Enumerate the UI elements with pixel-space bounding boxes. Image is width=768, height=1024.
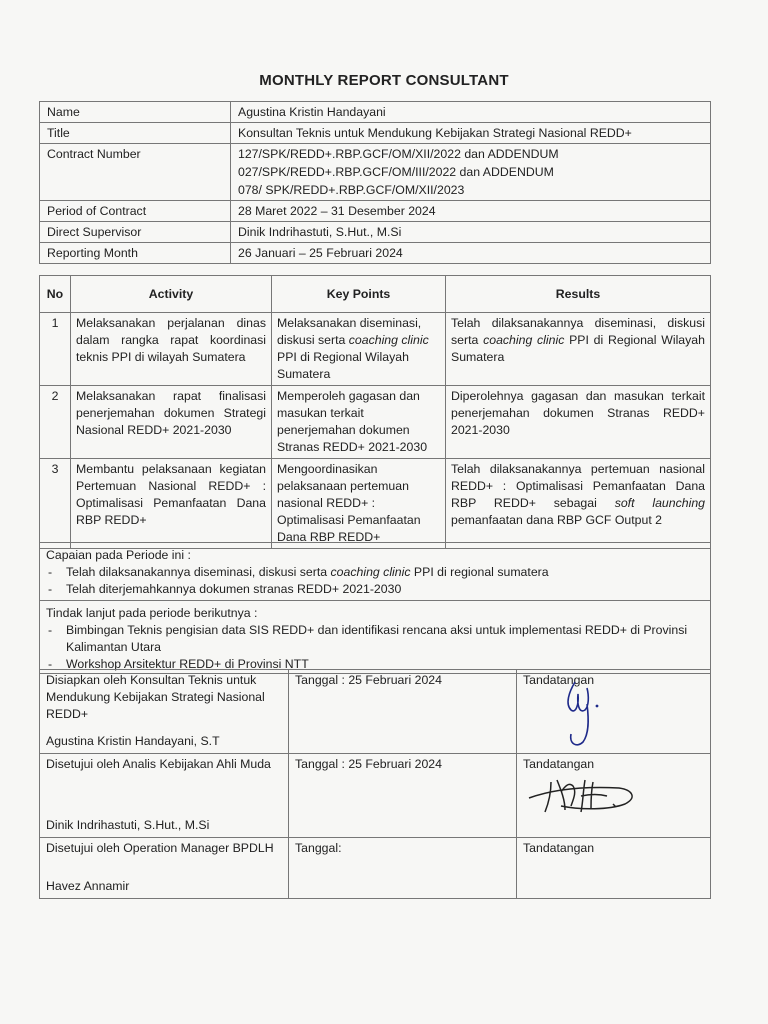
info-value (231, 144, 711, 201)
signature-row (40, 670, 711, 754)
table-row (40, 386, 711, 459)
achievements-heading: Capaian pada Periode ini : (46, 548, 191, 562)
row-results: Telah dilaksanakannya pertemuan nasional REDD+ : Optimalisasi Pemanfaatan Dana RBP REDD+ sebagai soft launching pemanfaatan dana RBP GCF Output 2 (446, 459, 711, 549)
info-value: Konsultan Teknis untuk Mendukung Kebijakan Strategi Nasional REDD+ (231, 123, 711, 144)
contract-line: 127/SPK/REDD+.RBP.GCF/OM/XII/2022 dan ADDENDUM (238, 147, 559, 161)
row-activity: Melaksanakan perjalanan dinas dalam rangka rapat koordinasi teknis PPI di wilayah Sumatera (71, 313, 272, 386)
info-value: 26 Januari – 25 Februari 2024 (231, 243, 711, 264)
signer-name: Agustina Kristin Handayani, S.T (46, 734, 220, 748)
signer-role: Disetujui oleh Operation Manager BPDLH (46, 841, 274, 855)
signature-cell (517, 754, 711, 838)
signer-cell (40, 754, 289, 838)
signature-row (40, 838, 711, 899)
info-row (40, 243, 711, 264)
row-activity: Melaksanakan rapat finalisasi penerjemahan dokumen Strategi Nasional REDD+ 2021-2030 (71, 386, 272, 459)
info-value: Dinik Indrihastuti, S.Hut., M.Si (231, 222, 711, 243)
signer-role: Disiapkan oleh Konsultan Teknis untuk Mendukung Kebijakan Strategi Nasional REDD+ (46, 673, 265, 721)
info-table (39, 101, 711, 264)
info-key: Direct Supervisor (40, 222, 231, 243)
list-item: - Workshop Arsitektur REDD+ di Provinsi NTT (46, 656, 703, 673)
signature-row (40, 754, 711, 838)
achievements-section (40, 543, 710, 600)
info-row (40, 102, 711, 123)
signature-1-icon (545, 674, 615, 752)
info-key: Title (40, 123, 231, 144)
info-key: Contract Number (40, 144, 231, 201)
info-row (40, 201, 711, 222)
row-key-points: Mengoordinasikan pelaksanaan pertemuan nasional REDD+ : Optimalisasi Pemanfaatan Dana RBP REDD+ (272, 459, 446, 549)
info-value: 28 Maret 2022 – 31 Desember 2024 (231, 201, 711, 222)
date-cell: Tanggal : 25 Februari 2024 (289, 670, 517, 754)
info-key: Name (40, 102, 231, 123)
contract-line: 027/SPK/REDD+.RBP.GCF/OM/III/2022 dan ADDENDUM (238, 165, 554, 179)
signature-2-icon (521, 770, 641, 820)
signature-label: Tandatangan (523, 841, 595, 855)
signer-cell (40, 670, 289, 754)
row-results: Telah dilaksanakannya diseminasi, diskusi serta coaching clinic PPI di Regional Wilayah Sumatera (446, 313, 711, 386)
row-no: 2 (40, 386, 71, 459)
header-key-points: Key Points (272, 276, 446, 313)
table-row (40, 459, 711, 549)
signature-label: Tandatangan (523, 757, 595, 771)
contract-line: 078/ SPK/REDD+.RBP.GCF/OM/XII/2023 (238, 183, 465, 197)
date-cell: Tanggal: (289, 838, 517, 899)
signer-name: Dinik Indrihastuti, S.Hut., M.Si (46, 818, 210, 832)
header-results: Results (446, 276, 711, 313)
row-no: 3 (40, 459, 71, 549)
signer-cell (40, 838, 289, 899)
signer-name: Havez Annamir (46, 879, 130, 893)
table-row (40, 313, 711, 386)
row-activity: Membantu pelaksanaan kegiatan Pertemuan Nasional REDD+ : Optimalisasi Pemanfaatan Dana RBP REDD+ (71, 459, 272, 549)
signature-label: Tandatangan (523, 673, 595, 687)
info-row (40, 222, 711, 243)
follow-up-section (40, 600, 710, 673)
date-cell: Tanggal : 25 Februari 2024 (289, 754, 517, 838)
info-row (40, 123, 711, 144)
header-activity: Activity (71, 276, 272, 313)
info-value: Agustina Kristin Handayani (231, 102, 711, 123)
signature-cell (517, 670, 711, 754)
list-item: - Telah diterjemahkannya dokumen stranas REDD+ 2021-2030 (46, 581, 703, 598)
signer-role: Disetujui oleh Analis Kebijakan Ahli Muda (46, 757, 271, 771)
follow-up-heading: Tindak lanjut pada periode berikutnya : (46, 606, 258, 620)
list-item: - Telah dilaksanakannya diseminasi, diskusi serta coaching clinic PPI di regional sumatera (46, 564, 703, 581)
row-no: 1 (40, 313, 71, 386)
header-no: No (40, 276, 71, 313)
list-item: - Bimbingan Teknis pengisian data SIS REDD+ dan identifikasi rencana aksi untuk implementasi REDD+ di Provinsi Kalimantan Utara (46, 622, 703, 656)
report-title: MONTHLY REPORT CONSULTANT (259, 72, 509, 89)
row-results: Diperolehnya gagasan dan masukan terkait penerjemahan dokumen Stranas REDD+ 2021-2030 (446, 386, 711, 459)
info-key: Reporting Month (40, 243, 231, 264)
summary-box (39, 542, 711, 674)
activity-header-row (40, 276, 711, 313)
info-key: Period of Contract (40, 201, 231, 222)
row-key-points: Memperoleh gagasan dan masukan terkait penerjemahan dokumen Stranas REDD+ 2021-2030 (272, 386, 446, 459)
info-row (40, 144, 711, 201)
row-key-points: Melaksanakan diseminasi, diskusi serta coaching clinic PPI di Regional Wilayah Sumatera (272, 313, 446, 386)
signature-table (39, 669, 711, 899)
signature-cell (517, 838, 711, 899)
activity-table (39, 275, 711, 549)
